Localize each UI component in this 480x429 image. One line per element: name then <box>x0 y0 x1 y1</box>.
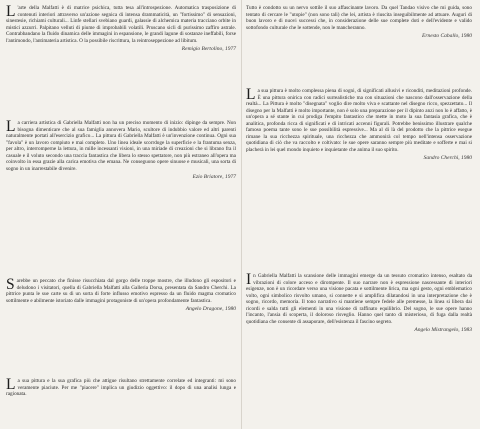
quote-body: Sarebbe un peccato che finisse risucchiata dal gorgo delle troppe mostre, che illudono gli espositori e deludono i visitatori, quella di Gabriella Malfatti alla Galleria Dorsa, presentata da Sandro Cherchi. La pittrice punta le sue carte su di un sorta di forte influsso emotivo espresso da un fluido magma cromatico sottilmente e abilmente istoriato dalle immagini protagoniste di un'opera profondamente fantastica. <box>6 276 236 304</box>
quote-mistrangelo <box>246 273 472 334</box>
quote-caballo <box>246 5 472 40</box>
quote-author: Sandro Cherchi, 1980 <box>423 154 472 161</box>
quote-author: Ezio Briatore, 1977 <box>192 173 236 180</box>
drop-cap: I <box>246 271 252 288</box>
drop-cap: L <box>246 86 256 103</box>
quote-author: Ernesto Caballo, 1980 <box>422 32 472 39</box>
quote-author: Angelo Mistrangelo, 1983 <box>414 326 472 333</box>
drop-cap: S <box>6 276 15 293</box>
quote-author: Angelo Dragone, 1980 <box>185 305 236 312</box>
quote-cherchi <box>246 88 472 162</box>
quote-briatore <box>6 120 236 181</box>
drop-cap: L <box>6 3 16 20</box>
quote-anonymous <box>6 378 236 398</box>
quote-author: Remigio Bertolino, 1977 <box>181 45 236 52</box>
quote-dragone <box>6 278 236 313</box>
quote-body: La sua pittura e la sua grafica più che attigue risultano strettamente correlate ed integranti: mi sono veramente piaciute. Per me "piacere" implica un giudizio oggettivo: il dopo di una analisi lunga e ragionata. <box>6 376 236 398</box>
quote-body: In Gabriella Malfatti la scansione delle immagini emerge da un tessuto cromatico intenso, esaltato da vibrazioni di colore acceso e dirompente. Il suo narrare non è espressione nascessante di interiori esigenze, non è un ricordare verso una visione pacata e sottilmente lirica, ma ogni gesto, ogni emblematico volto, ogni simbolico risvolto umano, si connette e si amplifica dilatandosi in una interpretazione che è sogno, ricordo, memoria. Il tono narrativo si mantiene sempre fedele alle premesse, la linea si libera dai ricordi e salda tutti gli elementi in una visione di raffinato equilibrio. Del sogno, le sue opere hanno l'incanto, l'ansia di scoperta, il doloroso risveglio. Hanno quel tanto di misterioso, di fuga dalla realtà quotidiana che consente di assaporare, dell'esistenza il fascino segreto. <box>246 271 472 325</box>
quote-body: Tutto è condotto su un nervo sottile il suo affascinante lavoro. Da quel Tandao visivo che mi guida, sono tentato di cercare le "utopie" (non sono tali) che lei, artista è riuscita inseguibilmente ad attuare. Auguri di buon lavoro e di nuovi successi che, in considerazione delle sue complete doti e dell'evidente e valido sottofondo culturale che le sottende, non le mancheranno. <box>246 5 472 31</box>
quote-body: La sua pittura è molto complessa piena di sogni, di significati allusivi e riconditi, meditazioni profonde. È una pittura onirica con radici surrealistiche ma con situazioni che nascono dall'osservazione della realtà... La Pittura è molto "disegnata" voglio dire molto viva e scattante nel disegno ricco, spezzettato... Il disegno per la Malfatti è molto importante, non è solo una preparazione per il dipinto anzi non lo è affatto, è un'opera a sé stante in cui prodiga l'empito fantastico che mette in moto la sua fantasia grafica, che è analitica, profonda ricca di significati e di intricati accenni figurali. Potrebbe benissimo illustrare qualche famoso poema tante sono le sue possibilità espressive... Ma al di là del prodotto che la pittrice esegue rimane la sua ricchezza spirituale, una ricchezza che ammonirà col tempo nell'intensa osservazione quotidiana di ciò che va raccolto e coltivato: le sue opere saranno sempre più meditate e sofferte e mai si placherà in lei quel mondo inquieto e inquietante che anima il suo spirito. <box>246 86 472 153</box>
quote-body: L 'arte della Malfatti è di matrice psichica, tutta tesa all'introspezione. Automatica trasposizione di contenuti interiori attraverso un'azione segnica di intensa drammaticità, un "fortissimo" di sensazioni, sinestesie, richiami culturali... Linfe stellari svebiano guardi, galassie di alchemica materia tracciano orbite in mistici azzurri. Palpitano velluti di piume di improbabili volatili. Pruscano sicli di purissimo zaffiro astrale. Contrabbandano la fluido dinamica delle immagini in espansione, le grandi lagune di sostanze ineffabili, forse l'antimondo, l'antimateria artistica. O la possibile riscrittura, la reintroseppezione ad libitum. <box>6 3 236 44</box>
drop-cap: L <box>6 376 16 393</box>
quote-bertolino <box>6 5 236 53</box>
quote-body: La carriera artistica di Gabriella Malfatti non ha un preciso momento di inizio: dipinge da sempre. Non bisogna dimenticare che al sua famiglia annovera Mario, scultore di indubbio valore ed altri parenti naturalmente portati all'esercizio grafico... La pittura di Gabriella Malfatti è un'invenzione continua. Ogni sua "favola" è un lavoro compiuto e mai completo. Uno linea ideale scorrdoge la superficie e la frantuma senza, per altro, interromperne la lettura, in mille incessanti visioni, in una miriade di creazioni che si librano fra il casuale e il voluto secondo una traccia fantastica che libera lo stesso spettatore, non più estraneo all'opera ma coinvolto in essa grazie alla carica emotiva che emana. Ne conseguono opere sinuose e musicali, una sorta di sogno in un inarrestabile divenire. <box>6 118 236 172</box>
drop-cap: L <box>6 118 16 135</box>
